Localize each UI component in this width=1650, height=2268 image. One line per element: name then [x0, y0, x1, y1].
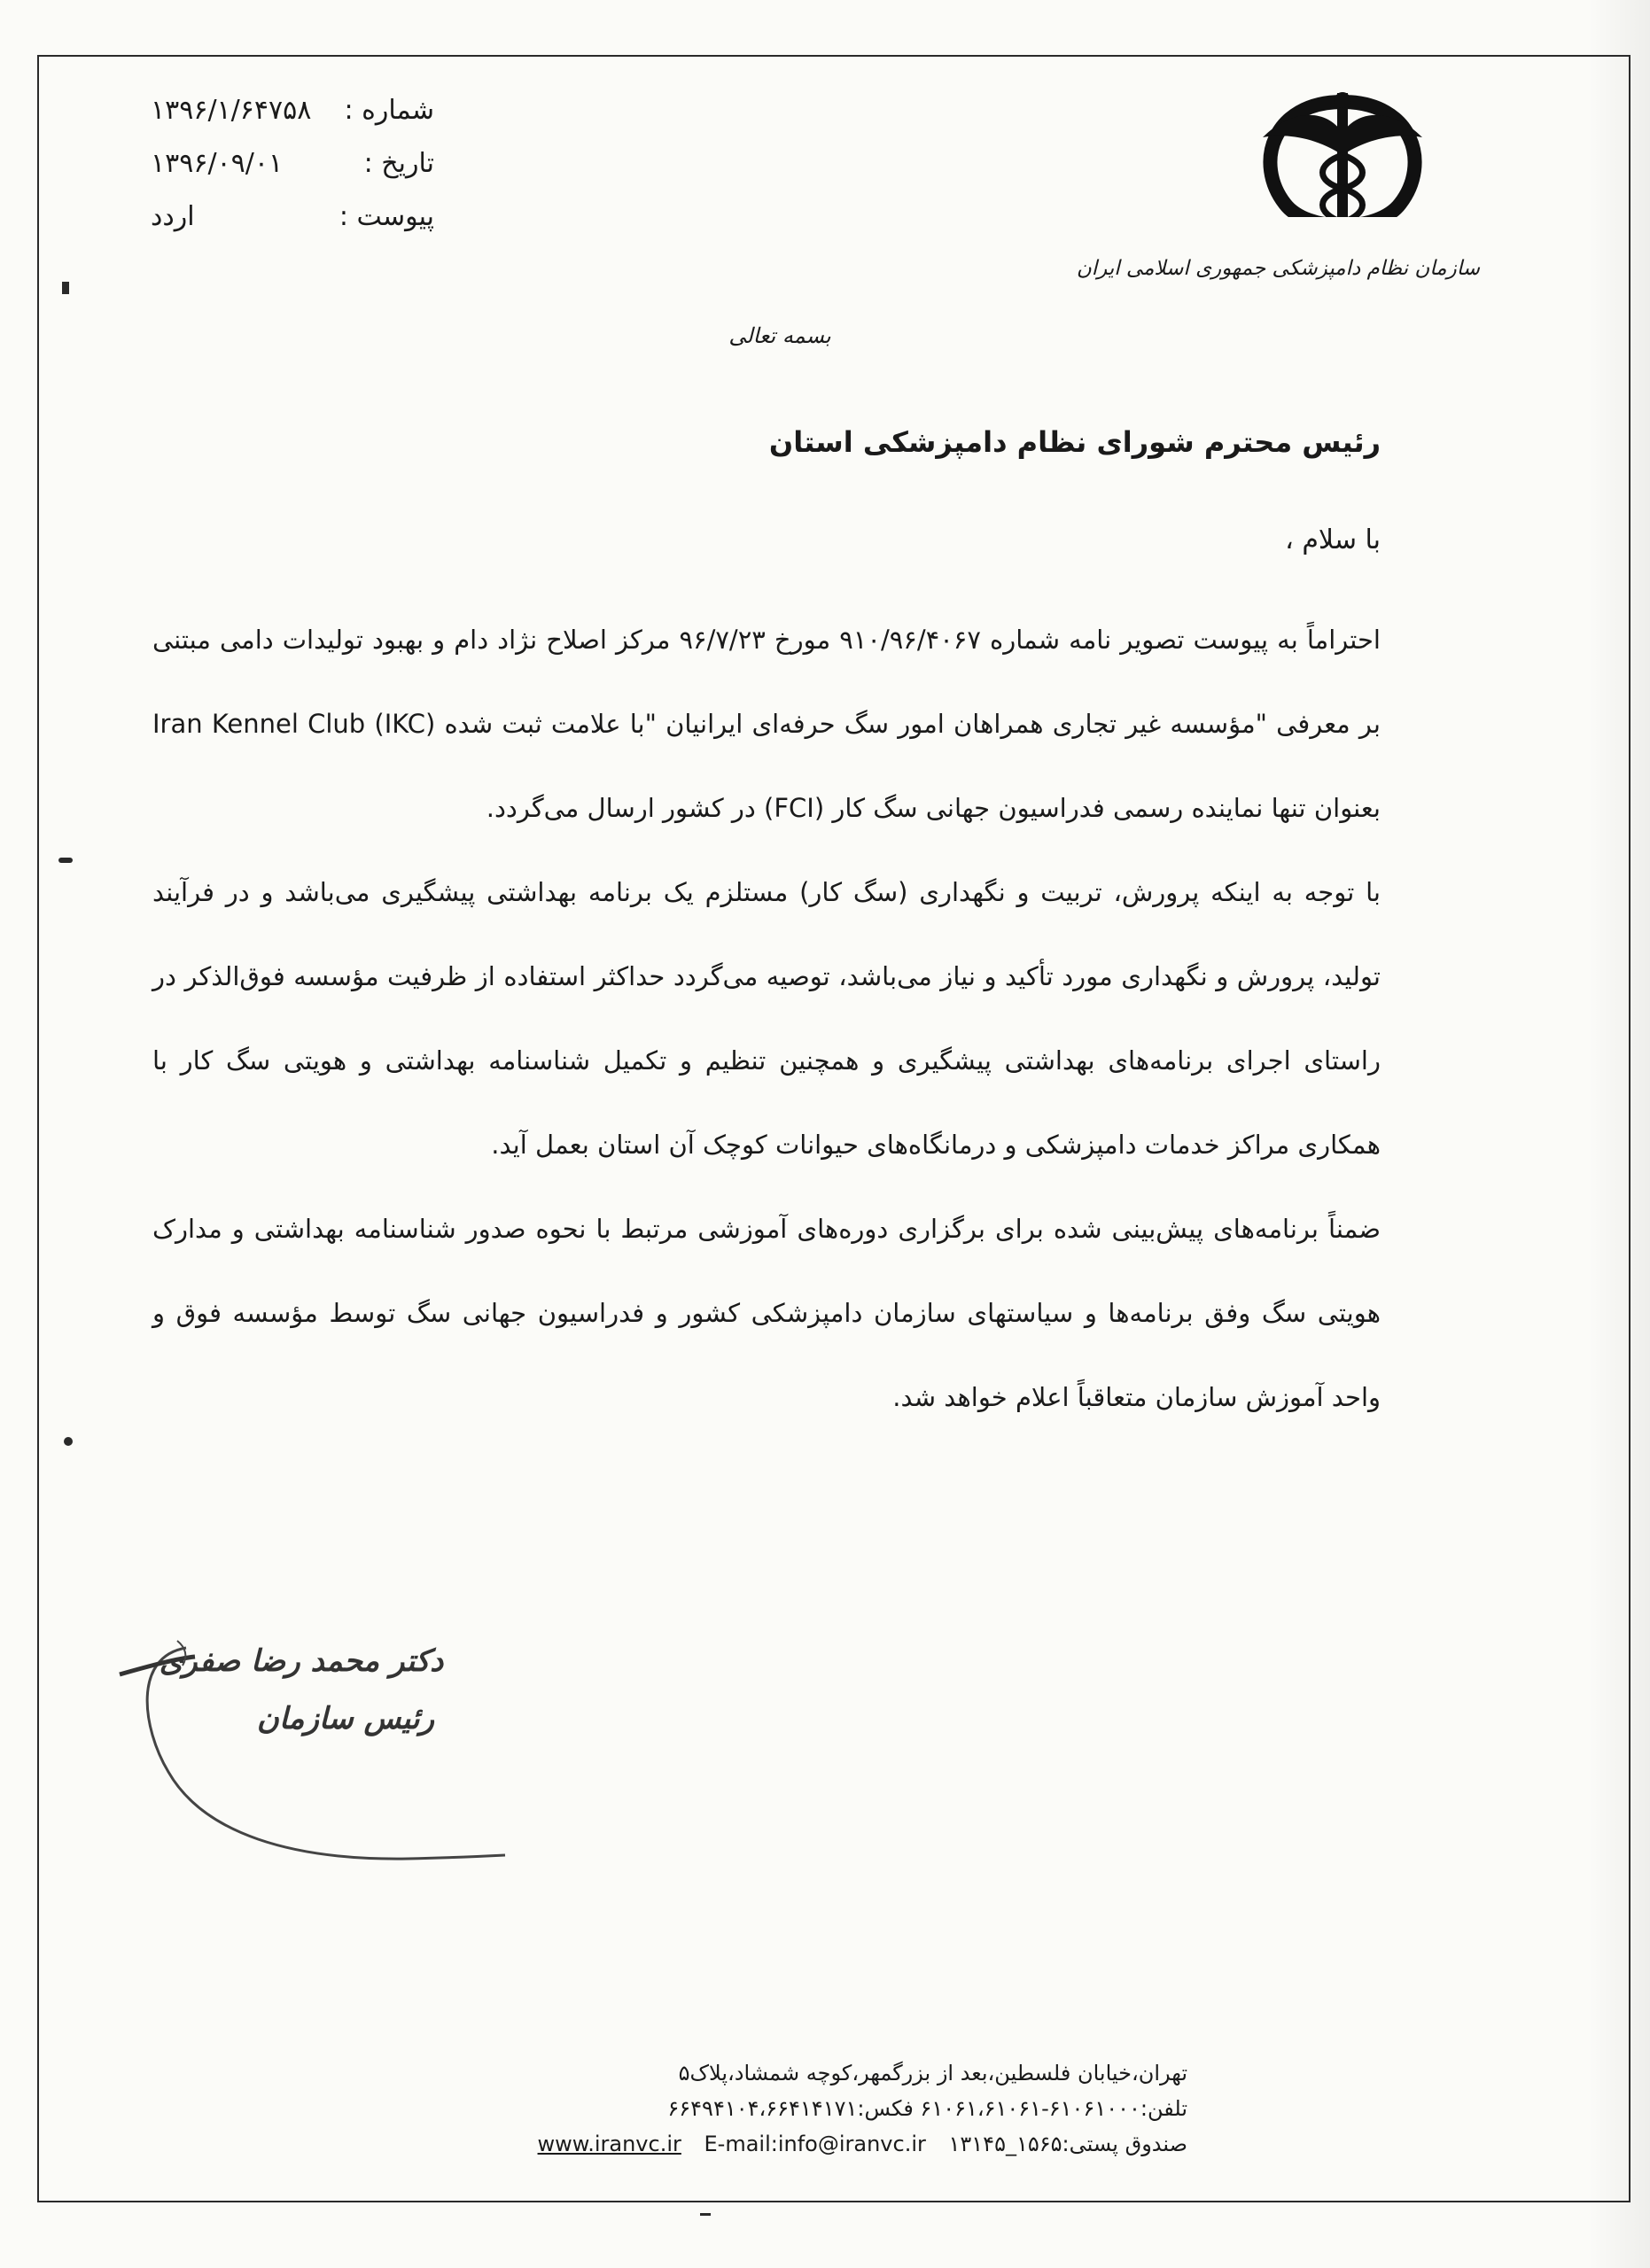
letter-footer [425, 2055, 1187, 2162]
letter-attachment-row [151, 190, 434, 244]
letter-number-value: ۱۳۹۶/۱/۶۴۷۵۸ [151, 95, 312, 126]
footer-address: تهران،خیابان فلسطین،بعد از بزرگمهر،کوچه شمشاد،پلاک۵ [678, 2061, 1187, 2085]
scan-mark [64, 1437, 73, 1446]
letter-meta [151, 84, 434, 244]
letter-number-row [151, 84, 434, 137]
body-paragraph: با توجه به اینکه پرورش، تربیت و نگهداری (سگ کار) مستلزم یک برنامه بهداشتی پیشگیری می‌باشد و در فرآیند تولید، پرورش و نگهداری مورد تأکید و نیاز می‌باشد، توصیه می‌گردد حداکثر استفاده از ظرفیت مؤسسه فوق‌الذکر در راستای اجرای برنامه‌های بهداشتی پیشگیری و همچنین تنظیم و تکمیل شناسنامه بهداشتی و هویتی سگ کار با همکاری مراکز خدمات دامپزشکی و درمانگاه‌های حیوانات کوچک آن استان بعمل آید. [152, 877, 1381, 1160]
letter-date-row [151, 137, 434, 190]
letter-attachment-label: پیوست : [339, 201, 434, 232]
letter-attachment-value: اردد [151, 201, 195, 232]
footer-email[interactable]: E-mail:info@iranvc.ir [704, 2132, 926, 2156]
footer-po-box: صندوق پستی:۱۵۶۵_۱۳۱۴۵ [948, 2132, 1187, 2156]
body-paragraph: ضمناً برنامه‌های پیش‌بینی شده برای برگزاری دوره‌های آموزشی مرتبط با نحوه صدور شناسنامه بهداشتی و مدارک هویتی سگ وفق برنامه‌ها و سیاستهای سازمان دامپزشکی کشور و فدراسیون جهانی سگ توسط مؤسسه فوق و واحد آموزش سازمان متعاقباً اعلام خواهد شد. [152, 1214, 1381, 1412]
letter-date-value: ۱۳۹۶/۰۹/۰۱ [151, 148, 284, 179]
signatory-name: دکتر محمد رضا صفری [159, 1643, 444, 1679]
body-paragraph: احتراماً به پیوست تصویر نامه شماره ۹۱۰/۹۶/۴۰۶۷ مورخ ۹۶/۷/۲۳ مرکز اصلاح نژاد دام و بهبود تولیدات دامی مبتنی بر معرفی "مؤسسه غیر تجاری همراهان امور سگ حرفه‌ای ایرانیان "با علامت ثبت شده (IKC) Iran Kennel Club بعنوان تنها نماینده رسمی فدراسیون جهانی سگ کار (FCI) در کشور ارسال می‌گردد. [152, 625, 1381, 823]
footer-website-link[interactable]: www.iranvc.ir [537, 2132, 681, 2156]
greeting: با سلام ، [1285, 524, 1381, 555]
scan-mark [700, 2213, 711, 2216]
recipient-line: رئیس محترم شورای نظام دامپزشکی استان [768, 425, 1381, 459]
footer-contact-row [425, 2126, 1187, 2162]
letter-date-label: تاریخ : [363, 148, 434, 179]
signatory-title: رئیس سازمان [256, 1701, 435, 1736]
scan-mark [62, 282, 69, 294]
scan-mark [58, 858, 73, 863]
letter-number-label: شماره : [344, 95, 434, 126]
invocation-heading: بسمه تعالی [728, 323, 831, 348]
footer-phones: تلفن:۶۱۰۶۱۰۰۰-۶۱۰۶۱،۶۱۰۶۱ فکس:۶۶۴۹۴۱۰۴،۶۶۴۱۴۱۷۱ [667, 2096, 1187, 2121]
organization-name: سازمان نظام دامپزشکی جمهوری اسلامی ایران [1076, 257, 1480, 280]
caduceus-emblem-icon [1236, 84, 1449, 244]
letter-body [152, 598, 1381, 1440]
